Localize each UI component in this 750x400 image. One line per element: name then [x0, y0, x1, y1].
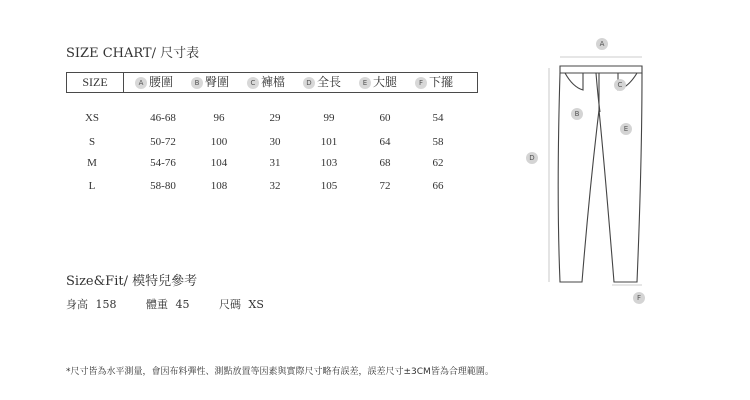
cell-hem: 54	[432, 112, 444, 124]
letter-c-badge: C	[247, 77, 259, 89]
diagram-label-f: F	[633, 292, 645, 304]
cell-thigh: 64	[379, 136, 391, 148]
letter-e-badge: E	[359, 77, 371, 89]
cell-waist: 46-68	[150, 112, 176, 124]
row-size: XS	[84, 112, 100, 124]
row-size: M	[87, 157, 97, 169]
height-value: 158	[95, 298, 117, 311]
letter-b-badge: B	[191, 77, 203, 89]
cell-hem: 62	[432, 157, 444, 169]
column-label: 全長	[317, 75, 342, 89]
cell-waist: 54-76	[150, 157, 176, 169]
model-fit-title: Size&Fit/ 模特兒參考	[66, 274, 198, 289]
column-header-thigh	[359, 74, 397, 91]
cell-rise: 32	[269, 180, 281, 192]
pants-diagram	[520, 30, 680, 310]
weight-value: 45	[175, 298, 190, 311]
diagram-label-b: B	[571, 108, 583, 120]
size-value: XS	[248, 298, 264, 311]
column-label: 褲檔	[261, 75, 286, 89]
row-size: S	[88, 136, 96, 148]
size-label: 尺碼	[219, 298, 241, 311]
cell-thigh: 60	[379, 112, 391, 124]
model-measurements	[66, 296, 264, 312]
cell-waist: 50-72	[150, 136, 176, 148]
cell-hip: 108	[210, 180, 228, 192]
cell-thigh: 68	[379, 157, 391, 169]
size-chart-header-row	[66, 72, 478, 93]
cell-length: 101	[320, 136, 338, 148]
diagram-label-e: E	[620, 123, 632, 135]
column-label: 臀圍	[205, 75, 230, 89]
column-header-waist	[135, 74, 173, 91]
size-chart-title: SIZE CHART/ 尺寸表	[66, 46, 200, 61]
cell-length: 105	[320, 180, 338, 192]
column-label: 大腿	[373, 75, 398, 89]
cell-thigh: 72	[379, 180, 391, 192]
column-label: 腰圍	[149, 75, 174, 89]
cell-hem: 58	[432, 136, 444, 148]
weight-label: 體重	[146, 298, 168, 311]
diagram-label-c: C	[614, 79, 626, 91]
cell-rise: 31	[269, 157, 281, 169]
diagram-label-a: A	[596, 38, 608, 50]
cell-rise: 30	[269, 136, 281, 148]
pants-outline	[558, 66, 642, 282]
row-size: L	[88, 180, 96, 192]
letter-f-badge: F	[415, 77, 427, 89]
cell-hip: 96	[213, 112, 225, 124]
cell-hip: 104	[210, 157, 228, 169]
column-header-length	[303, 74, 341, 91]
column-header-hip	[191, 74, 229, 91]
column-header-hem	[415, 74, 453, 91]
letter-d-badge: D	[303, 77, 315, 89]
diagram-label-d: D	[526, 152, 538, 164]
cell-length: 103	[320, 157, 338, 169]
cell-length: 99	[323, 112, 335, 124]
measurement-note: *尺寸皆為水平測量，會因布料彈性、測點放置等因素與實際尺寸略有誤差，誤差尺寸±3CM皆為合理範圍。	[66, 367, 494, 377]
column-label: 下擺	[429, 75, 454, 89]
height-label: 身高	[66, 298, 88, 311]
cell-hem: 66	[432, 180, 444, 192]
cell-waist: 58-80	[150, 180, 176, 192]
column-header-rise	[247, 74, 285, 91]
cell-hip: 100	[210, 136, 228, 148]
cell-rise: 29	[269, 112, 281, 124]
letter-a-badge: A	[135, 77, 147, 89]
size-column-header: SIZE	[67, 73, 124, 92]
